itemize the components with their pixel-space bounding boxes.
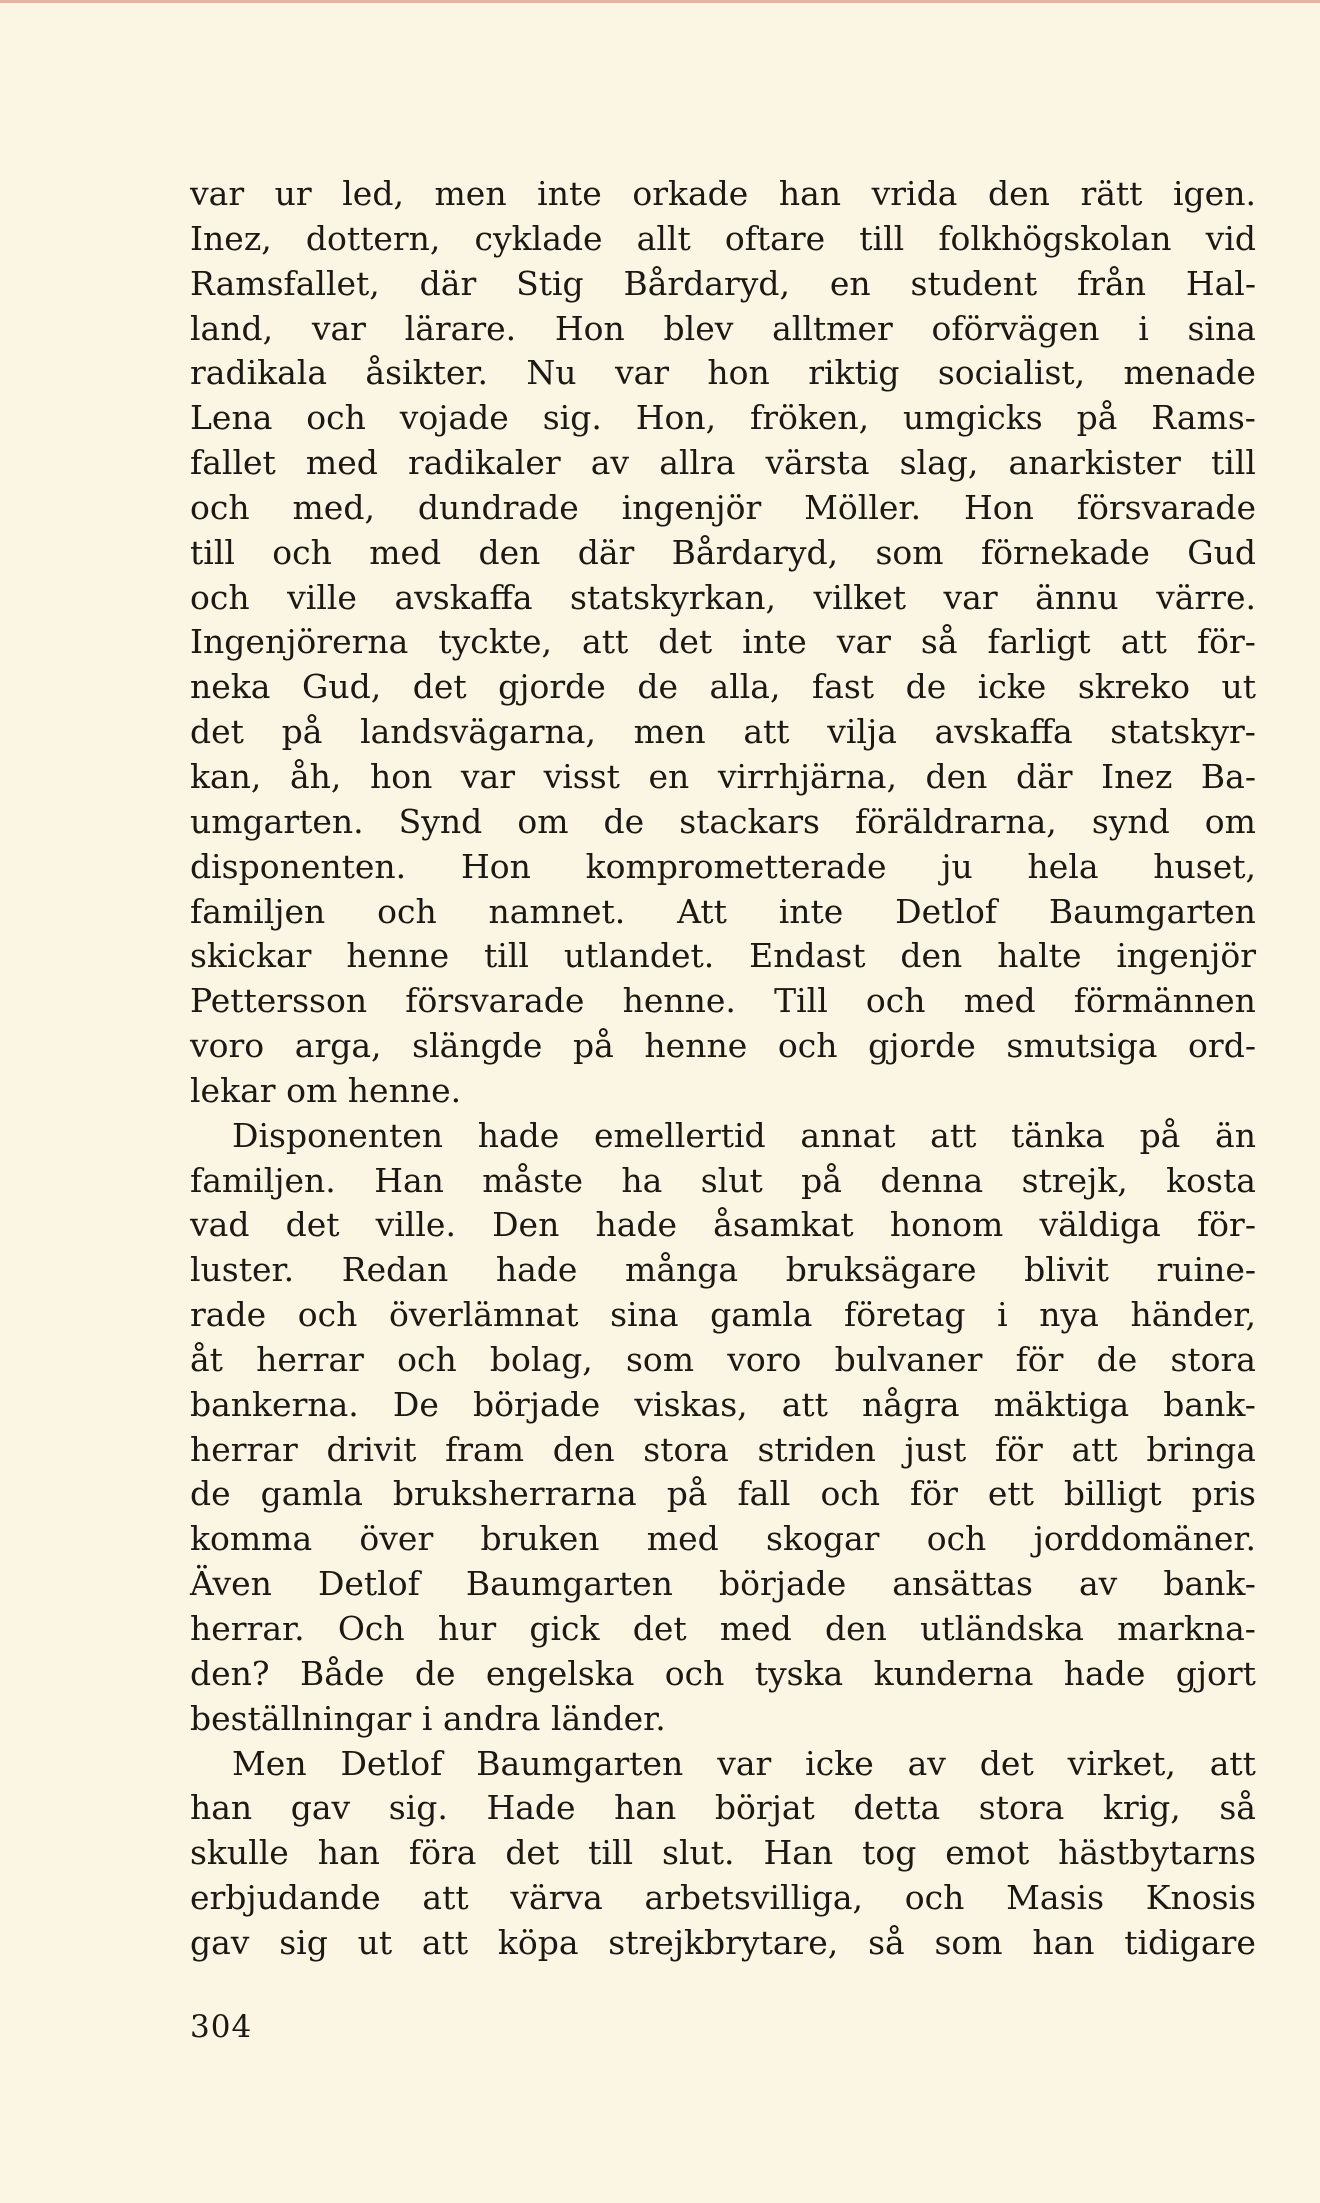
- text-line: det på landsvägarna, men att vilja avskaffa statskyr-: [190, 712, 1256, 752]
- text-line: bankerna. De började viskas, att några mäktiga bank-: [190, 1384, 1256, 1424]
- text-line: de gamla bruksherrarna på fall och för ett billigt pris: [190, 1474, 1256, 1514]
- text-line: voro arga, slängde på henne och gjorde smutsiga ord-: [190, 1026, 1256, 1066]
- page-number: 304: [190, 2009, 253, 2045]
- text-line: åt herrar och bolag, som voro bulvaner för de stora: [190, 1339, 1256, 1379]
- text-line: familjen. Han måste ha slut på denna strejk, kosta: [190, 1160, 1256, 1200]
- text-line: umgarten. Synd om de stackars föräldrarna, synd om: [190, 801, 1256, 841]
- text-line: luster. Redan hade många bruksägare blivit ruine-: [190, 1250, 1256, 1290]
- text-line: familjen och namnet. Att inte Detlof Baumgarten: [190, 891, 1256, 931]
- text-line: herrar. Och hur gick det med den utländska markna-: [190, 1609, 1256, 1648]
- page-top-edge: [0, 0, 1320, 3]
- text-line: var ur led, men inte orkade han vrida den rätt igen.: [190, 174, 1256, 213]
- body-text: [190, 172, 1256, 1966]
- text-line: skulle han föra det till slut. Han tog emot hästbytarns: [190, 1833, 1256, 1873]
- text-line: gav sig ut att köpa strejkbrytare, så som han tidigare: [190, 1922, 1256, 1962]
- text-line: Lena och vojade sig. Hon, fröken, umgicks på Rams-: [190, 398, 1256, 438]
- text-line: Men Detlof Baumgarten var icke av det virket, att: [232, 1743, 1256, 1783]
- text-line: fallet med radikaler av allra värsta slag, anarkister till: [190, 443, 1256, 483]
- text-line: komma över bruken med skogar och jorddomäner.: [190, 1519, 1256, 1559]
- text-line: Ramsfallet, där Stig Bårdaryd, en student från Hal-: [190, 263, 1256, 303]
- text-line: skickar henne till utlandet. Endast den halte ingenjör: [190, 936, 1256, 976]
- text-line: Disponenten hade emellertid annat att tänka på än: [232, 1115, 1256, 1155]
- text-line: och ville avskaffa statskyrkan, vilket var ännu värre.: [190, 577, 1256, 617]
- text-line: den? Både de engelska och tyska kunderna hade gjort: [190, 1653, 1256, 1693]
- text-line: Inez, dottern, cyklade allt oftare till folkhögskolan vid: [190, 218, 1256, 258]
- text-line: Pettersson försvarade henne. Till och med förmännen: [190, 981, 1256, 1021]
- text-line: kan, åh, hon var visst en virrhjärna, den där Inez Ba-: [190, 756, 1256, 796]
- text-line: radikala åsikter. Nu var hon riktig socialist, menade: [190, 353, 1256, 393]
- text-line: land, var lärare. Hon blev alltmer oförvägen i sina: [190, 308, 1256, 348]
- text-line: Även Detlof Baumgarten började ansättas av bank-: [190, 1564, 1256, 1604]
- text-line: disponenten. Hon komprometterade ju hela huset,: [190, 846, 1256, 886]
- text-line: till och med den där Bårdaryd, som förnekade Gud: [190, 532, 1256, 572]
- text-line: Ingenjörerna tyckte, att det inte var så farligt att för-: [190, 622, 1256, 662]
- text-line: lekar om henne.: [190, 1070, 462, 1110]
- text-line: neka Gud, det gjorde de alla, fast de icke skreko ut: [190, 667, 1256, 707]
- text-line: rade och överlämnat sina gamla företag i nya händer,: [190, 1295, 1256, 1335]
- text-line: herrar drivit fram den stora striden just för att bringa: [190, 1429, 1256, 1469]
- text-line: vad det ville. Den hade åsamkat honom väldiga för-: [190, 1205, 1256, 1245]
- text-line: han gav sig. Hade han börjat detta stora krig, så: [190, 1788, 1256, 1828]
- text-line: beställningar i andra länder.: [190, 1698, 666, 1738]
- text-line: och med, dundrade ingenjör Möller. Hon försvarade: [190, 487, 1256, 527]
- text-line: erbjudande att värva arbetsvilliga, och Masis Knosis: [190, 1878, 1256, 1918]
